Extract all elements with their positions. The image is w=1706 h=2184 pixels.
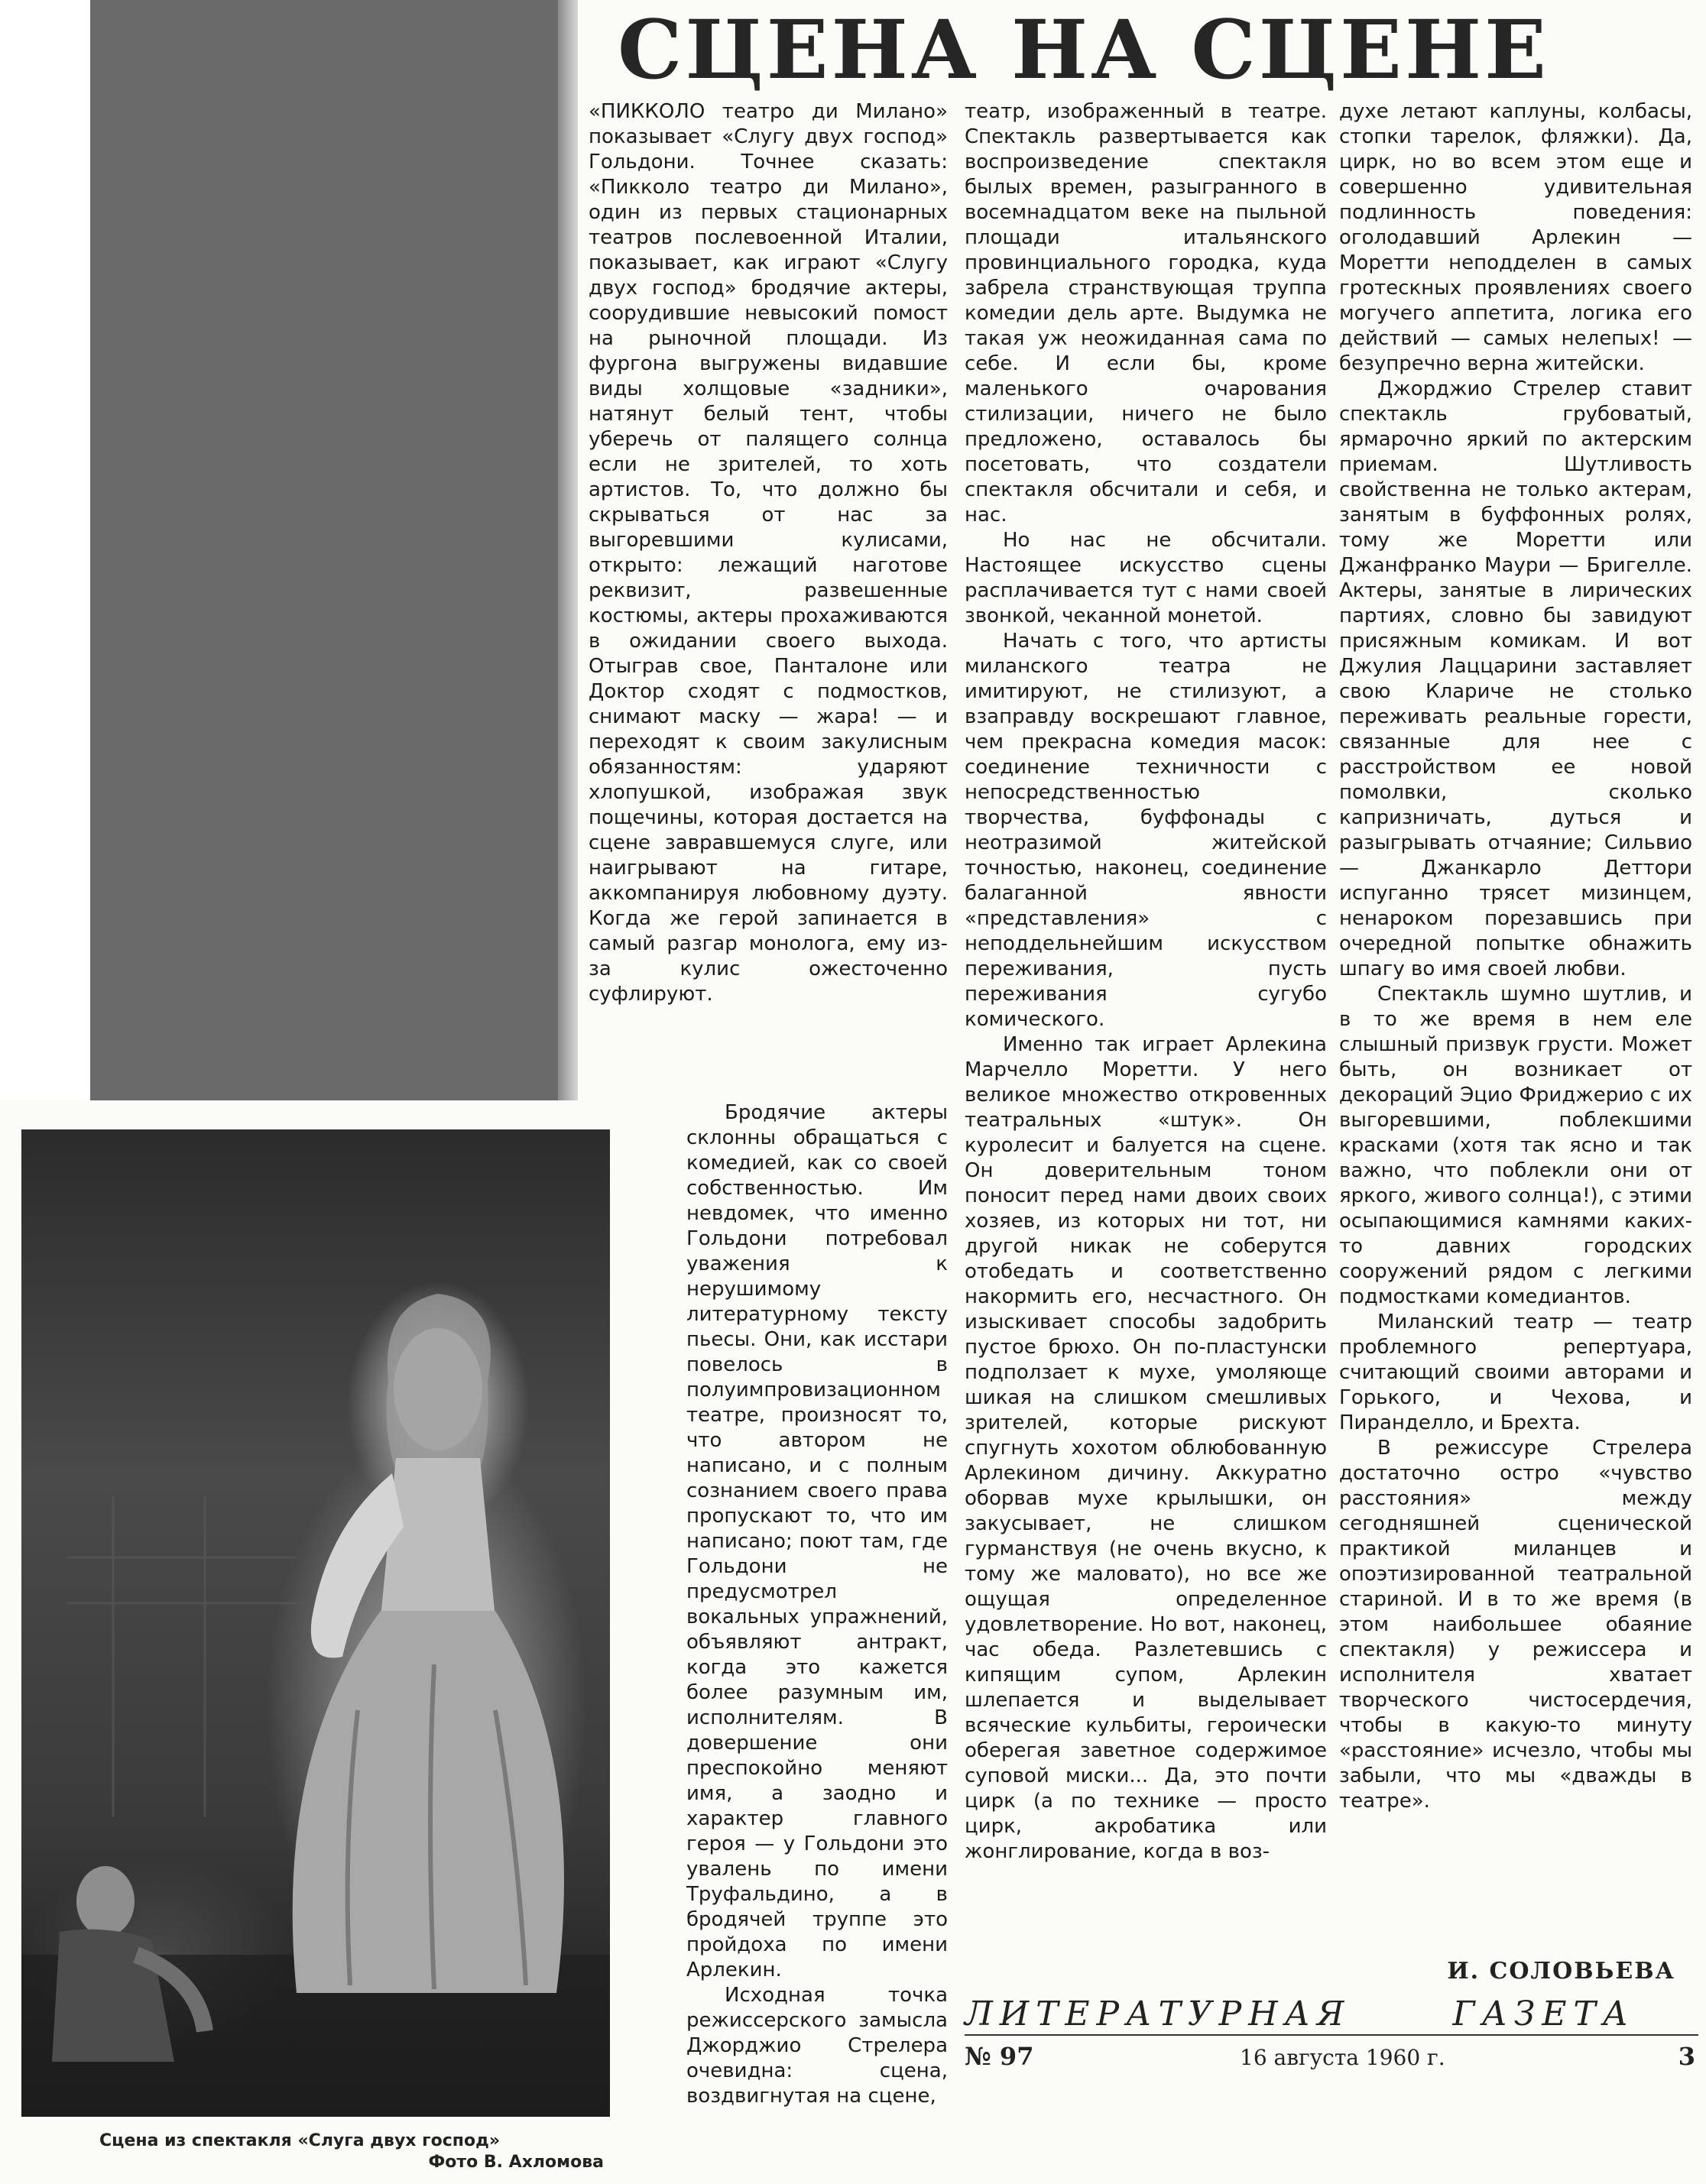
man-body <box>52 1930 174 2062</box>
article-paragraph: Исходная точка режиссерского замысла Джорджио Стрелера очевидна: сцена, воздвигнутая на сцене, <box>686 1984 948 2108</box>
photo-caption-title: Сцена из спектакля «Слуга двух господ» <box>99 2131 501 2150</box>
issue-date: 16 августа 1960 г. <box>1240 2045 1445 2070</box>
man-head <box>76 1866 135 1936</box>
issue-line <box>965 2042 1698 2080</box>
article-paragraph: Бродячие актеры склонны обращаться с комедией, как со своей собственностью. Им невдомек, что именно Гольдони потребовал уважения к нерушимому литературному тексту пьесы. Они, как исстари повелось в полуимпровизационном театре, произносят то, что автором не написано, и с полным сознанием своего права пропускают то, что им написано; поют там, где Гольдони не предусмотрел вокальных упражнений, объявляют антракт, когда это кажется более разумным им, исполнителям. В довершение они преспокойно меняют имя, а заодно и характер главного героя — у Гольдони это увалень по имени Труфальдино, а в бродячей труппе это пройдоха по имени Арлекин. <box>686 1101 948 1981</box>
background-gray-edge <box>558 0 578 1100</box>
article-column-2 <box>965 99 1327 1865</box>
article-paragraph: Но нас не обсчитали. Настоящее искусство сцены расплачивается тут с нами своей звонкой, чеканной монетой. <box>965 529 1327 627</box>
article-column-1 <box>589 99 948 1007</box>
background-gray-panel <box>90 0 558 1100</box>
article-paragraph: «ПИККОЛО театро ди Милано» показывает «Слугу двух господ» Гольдони. Точнее сказать: «Пикколо театро ди Милано», один из первых стационарных театров послевоенной Италии, показывает, как играют «Слугу двух господ» бродячие актеры, соорудившие невысокий помост на рыночной площади. Из фургона выгружены видавшие виды холщовые «задники», натянут белый тент, чтобы уберечь от палящего солнца если не зрителей, то хоть артистов. То, что должно бы скрываться от нас за выгоревшими кулисами, открыто: лежащий наготове реквизит, развешенные костюмы, актеры прохаживаются в ожидании своего выхода. Отыграв свое, Панталоне или Доктор сходят с подмостков, снимают маску — жара! — и переходят к своим закулисным обязанностям: ударяют хлопушкой, изображая звук пощечины, которая достается на сцене завравшемуся слуге, или наигрывают на гитаре, аккомпанируя любовному дуэту. Когда же герой запинается в самый разгар монолога, ему из-за кулис ожесточенно суфлируют. <box>589 100 948 1006</box>
article-paragraph: театр, изображенный в театре. Спектакль развертывается как воспроизведение спектакля былых времен, разыгранного в восемнадцатом веке на пыльной площади итальянского провинциального городка, куда забрела странствующая труппа комедии дель арте. Выдумка не такая уж неожиданная сама по себе. И если бы, кроме маленького очарования стилизации, ничего не было предложено, оставалось бы посетовать, что создатели спектакля обсчитали и себя, и нас. <box>965 100 1327 527</box>
backdrop-lines <box>67 1496 297 1817</box>
newspaper-masthead: ЛИТЕРАТУРНАЯ ГАЗЕТА <box>965 1994 1636 2033</box>
photo-caption <box>99 2131 619 2173</box>
actress-bodice <box>381 1458 495 1619</box>
article-column-3 <box>1339 99 1692 1814</box>
article-paragraph: Джорджио Стрелер ставит спектакль грубоватый, ярмарочно яркий по актерским приемам. Шутливость свойственна не только актерам, занятым в буффонных ролях, тому же Моретти или Джанфранко Маури — Бригелле. Актеры, занятые в лирических партиях, словно бы завидуют присяжным комикам. И вот Джулия Лаццарини заставляет свою Клариче не столько переживать реальные горести, связанные для нее с расстройством ее новой помолвки, сколько капризничать, дуться и разыгрывать отчаяние; Сильвио — Джанкарло Деттори испуганно трясет мизинцем, ненароком порезавшись при очередной попытке обнажить шпагу во имя своей любви. <box>1339 378 1692 980</box>
stage-photo-illustration <box>21 1129 610 2117</box>
photo-caption-credit: Фото В. Ахломова <box>428 2153 604 2172</box>
article-paragraph: В режиссуре Стрелера достаточно остро «чувство расстояния» между сегодняшней сценической практикой миланцев и опоэтизированной театральной стариной. И в то же время (в этом наибольшее обаяние спектакля) у режиссера и исполнителя хватает творческого чистосердечия, чтобы в какую-то минуту «расстояние» исчезло, чтобы мы забыли, что мы «дважды в театре». <box>1339 1437 1692 1813</box>
issue-number: № 97 <box>965 2042 1034 2071</box>
article-paragraph: Начать с того, что артисты миланского театра не имитируют, не стилизуют, а взаправду воскрешают главное, чем прекрасна комедия масок: соединение техничности с непосредственностью творчества, буффонады с неотразимой житейской точностью, наконец, соединение балаганной явности «представления» с неподдельнейшим искусством переживания, пусть переживания сугубо комического. <box>965 630 1327 1031</box>
article-paragraph: Миланский театр — театр проблемного репертуара, считающий своими авторами и Горького, и Чехова, и Пиранделло, и Брехта. <box>1339 1311 1692 1434</box>
page-number: 3 <box>1678 2042 1695 2071</box>
masthead-rule <box>965 2034 1698 2036</box>
stage-photo <box>21 1129 610 2117</box>
author-signature: И. СОЛОВЬЕВА <box>1447 1958 1675 1985</box>
article-paragraph: Именно так играет Арлекина Марчелло Моретти. У него великое множество откровенных театральных «штук». Он куролесит и балуется на сцене. Он доверительным тоном поносит перед нами двоих своих хозяев, из которых ни тот, ни другой никак не соберутся отобедать и соответственно накормить его, несчастного. Он изыскивает способы задобрить пустое брюхо. Он по-пластунски подползает к мухе, умоляюще шикая на слишком смешливых зрителей, которые рискуют спугнуть хохотом облюбованную Арлекином дичину. Аккуратно оборвав мухе крылышки, он закусывает, не слишком гурманствуя (не очень вкусно, к тому же маловато), но все же ощущая определенное удовлетворение. Но вот, наконец, час обеда. Разлетевшись с кипящим супом, Арлекин шлепается и выделывает всяческие кульбиты, героически оберегая заветное содержимое суповой миски... Да, это почти цирк (а по технике — просто цирк, акробатика или жонглирование, когда в воз- <box>965 1033 1327 1863</box>
article-headline: СЦЕНА НА СЦЕНЕ <box>618 2 1549 97</box>
article-column-1-continued <box>686 1100 948 2109</box>
article-paragraph: Спектакль шумно шутлив, и в то же время в нем еле слышный призвук грусти. Может быть, он возникает от декораций Эцио Фриджерио с их выгоревшими, поблекшими красками (хотя так ясно и так важно, что поблекли они от яркого, живого солнца!), с этими осыпающимися камнями каких-то давних городских сооружений рядом с легкими подмостками комедиантов. <box>1339 983 1692 1308</box>
article-paragraph: духе летают каплуны, колбасы, стопки тарелок, фляжки). Да, цирк, но во всем этом еще и совершенно удивительная подлинность поведения: оголодавший Арлекин — Моретти неподделен в самых гротескных проявлениях своего могучего аппетита, логика его действий — самых нелепых! — безупречно верна житейски. <box>1339 100 1692 375</box>
